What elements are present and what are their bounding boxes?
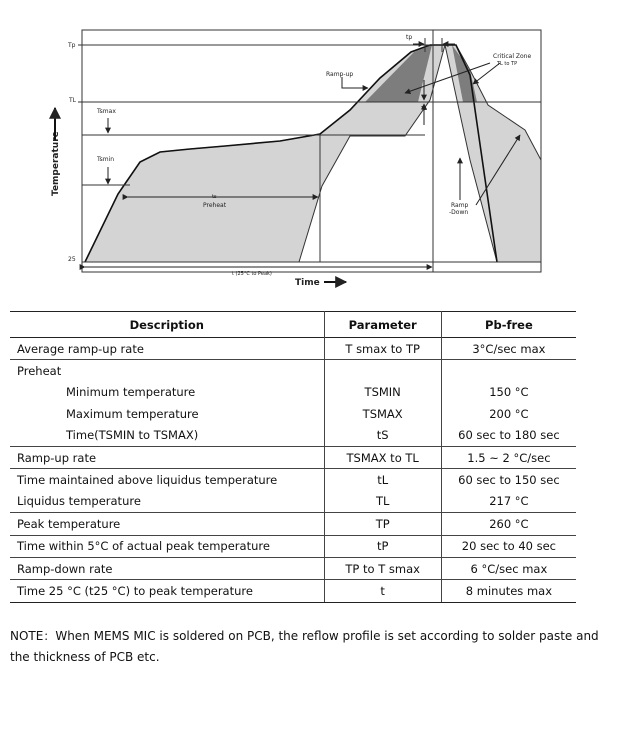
- row-description: Preheat: [17, 364, 62, 379]
- table-row: [10, 535, 576, 557]
- row-parameter: TP: [324, 513, 441, 535]
- row-value: 60 sec to 180 sec: [441, 425, 576, 447]
- table-row: [10, 580, 576, 602]
- critical-zone-leader-right: [473, 63, 500, 84]
- row-parameter: T smax to TP: [324, 338, 441, 360]
- row-description: Maximum temperature: [66, 406, 199, 421]
- header-parameter: Parameter: [324, 312, 441, 338]
- table-row: [10, 557, 576, 579]
- t25-peak-label: t (25°C to Peak): [232, 271, 272, 277]
- row-parameter: TSMAX to TL: [324, 446, 441, 468]
- row-value: 200 °C: [441, 403, 576, 424]
- header-description: Description: [129, 317, 204, 332]
- row-description: Liquidus temperature: [10, 491, 324, 513]
- table-row: [10, 469, 576, 491]
- x-axis-label: Time: [295, 278, 320, 288]
- tl-marker-label: TL: [421, 106, 427, 112]
- row-value: 60 sec to 150 sec: [441, 469, 576, 491]
- row-parameter: TP to T smax: [324, 557, 441, 579]
- y-tick-label-25: 25: [68, 256, 76, 263]
- ramp-down-label: Ramp: [451, 202, 469, 209]
- row-value: 20 sec to 40 sec: [441, 535, 576, 557]
- row-value: 217 °C: [441, 491, 576, 513]
- row-value: 3°C/sec max: [441, 338, 576, 360]
- row-value: 6 °C/sec max: [441, 557, 576, 579]
- tsmin-label: Tsmin: [97, 156, 115, 163]
- table-row: [10, 491, 576, 513]
- row-parameter: TSMIN: [324, 382, 441, 403]
- row-description: Time(TSMIN to TSMAX): [10, 425, 324, 447]
- row-value: 260 °C: [441, 513, 576, 535]
- table-row: [10, 360, 576, 382]
- table-header-row: [10, 312, 576, 338]
- table-row: [10, 446, 576, 468]
- row-description: Ramp-up rate: [10, 446, 324, 468]
- row-value: 8 minutes max: [441, 580, 576, 602]
- preheat-label: Preheat: [203, 202, 227, 209]
- table-row: [10, 338, 576, 360]
- table-row: [10, 382, 576, 403]
- critical-zone-sublabel: TL to TP: [497, 61, 518, 67]
- row-value: 1.5 ~ 2 °C/sec: [441, 446, 576, 468]
- header-pb-free: Pb-free: [441, 312, 576, 338]
- row-value: 150 °C: [441, 382, 576, 403]
- tsmax-label: Tsmax: [97, 108, 116, 115]
- row-description: Ramp-down rate: [10, 557, 324, 579]
- row-parameter: [324, 360, 441, 382]
- y-axis-label: Temperature: [51, 131, 61, 196]
- ramp-up-label: Ramp-up: [326, 71, 354, 78]
- table-row: [10, 425, 576, 447]
- ramp-down-sublabel: -Down: [449, 209, 469, 216]
- row-description: Peak temperature: [10, 513, 324, 535]
- reflow-parameters-table: [10, 311, 576, 603]
- table-row: [10, 403, 576, 424]
- row-parameter: t: [324, 580, 441, 602]
- row-description: Average ramp-up rate: [10, 338, 324, 360]
- note-text: NOTE：When MEMS MIC is soldered on PCB, the reflow profile is set according to solder paste and the thickness of PCB etc.: [10, 629, 599, 664]
- tp-top-label: tp: [406, 34, 413, 41]
- row-value: [441, 360, 576, 382]
- row-parameter: TL: [324, 491, 441, 513]
- table-row: [10, 513, 576, 535]
- row-parameter: TSMAX: [324, 403, 441, 424]
- row-description: Minimum temperature: [66, 385, 196, 400]
- row-description: Time maintained above liquidus temperature: [17, 473, 278, 488]
- ramp-up-leader: [342, 77, 368, 88]
- y-tick-label-tl: TL: [69, 97, 77, 104]
- row-description: Time 25 °C (t25 °C) to peak temperature: [10, 580, 324, 602]
- reflow-profile-chart: [0, 0, 623, 300]
- y-tick-label-tp: Tp: [68, 42, 76, 49]
- ts-label: ts: [212, 194, 217, 200]
- row-parameter: tS: [324, 425, 441, 447]
- row-description: Time within 5°C of actual peak temperature: [10, 535, 324, 557]
- row-parameter: tP: [324, 535, 441, 557]
- critical-zone-label: Critical Zone: [493, 53, 532, 60]
- row-parameter: tL: [324, 469, 441, 491]
